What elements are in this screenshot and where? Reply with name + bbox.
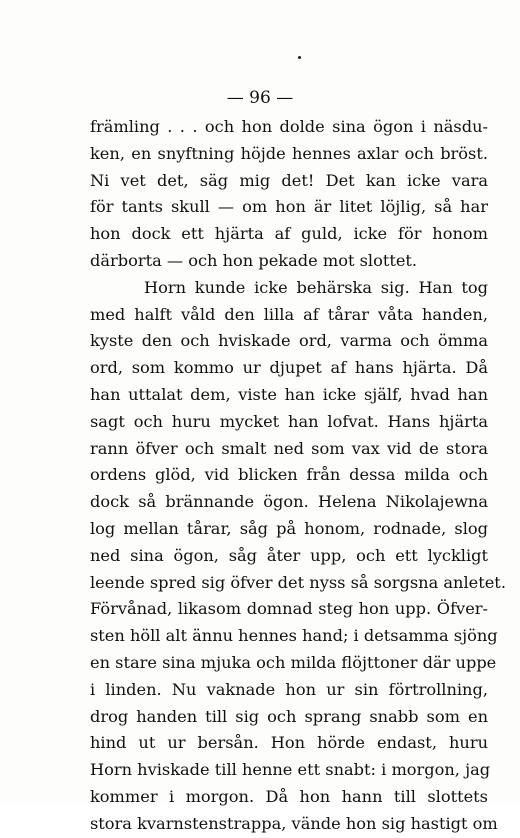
text-line: med halft våld den lilla af tårar våta handen,: [90, 304, 488, 324]
text-line: en stare sina mjuka och milda flöjttoner där uppe: [90, 652, 497, 672]
text-line: kommer i morgon. Då hon hann till slottets: [90, 786, 488, 806]
text-line: hon dock ett hjärta af guld, icke för honom: [90, 224, 488, 244]
text-line: därborta — och hon pekade mot slottet.: [90, 250, 418, 270]
text-line: sagt och huru mycket han lofvat. Hans hjärta: [90, 411, 488, 431]
text-line: leende spred sig öfver det nyss så sorgsna anletet.: [90, 572, 506, 592]
page-number: — 96 —: [226, 88, 294, 108]
text-line: dock så brännande ögon. Helena Nikolajewna: [90, 492, 488, 512]
text-line: hind ut ur bersån. Hon hörde endast, huru: [90, 733, 488, 753]
text-line: ken, en snyftning höjde hennes axlar och bröst.: [90, 143, 488, 163]
text-line: rann öfver och smalt ned som vax vid de stora: [90, 438, 488, 458]
text-line: Horn kunde icke behärska sig. Han tog: [144, 277, 488, 297]
text-line: ordens glöd, vid blicken från dessa milda och: [90, 465, 488, 485]
text-line: log mellan tårar, såg på honom, rodnade, slog: [90, 518, 488, 538]
text-line: främling . . . och hon dolde sina ögon i näsdu-: [90, 117, 488, 136]
text-line: Horn hviskade till henne ett snabt: i morgon, jag: [90, 760, 491, 780]
text-line: för tants skull — om hon är litet löjlig, så har: [90, 197, 488, 217]
text-line: Förvånad, likasom domnad steg hon upp. Öfver-: [90, 599, 488, 619]
text-line: ned sina ögon, såg åter upp, och ett lyckligt: [90, 545, 488, 565]
text-line: kyste den och hviskade ord, varma och ömma: [90, 331, 488, 351]
text-line: stora kvarnstenstrappa, vände hon sig hastigt om: [90, 813, 498, 833]
text-line: ord, som kommo ur djupet af hans hjärta. Då: [90, 358, 488, 378]
text-line: i linden. Nu vaknade hon ur sin förtrollning,: [90, 679, 488, 699]
text-line: sten höll alt ännu hennes hand; i detsamma sjöng: [90, 626, 498, 646]
text-line: han uttalat dem, viste han icke själf, hvad han: [90, 384, 488, 404]
body-text: [90, 114, 506, 838]
ink-speck: [298, 56, 301, 59]
text-line: Ni vet det, säg mig det! Det kan icke vara: [90, 170, 488, 190]
text-line: drog handen till sig och sprang snabb som en: [90, 706, 488, 726]
